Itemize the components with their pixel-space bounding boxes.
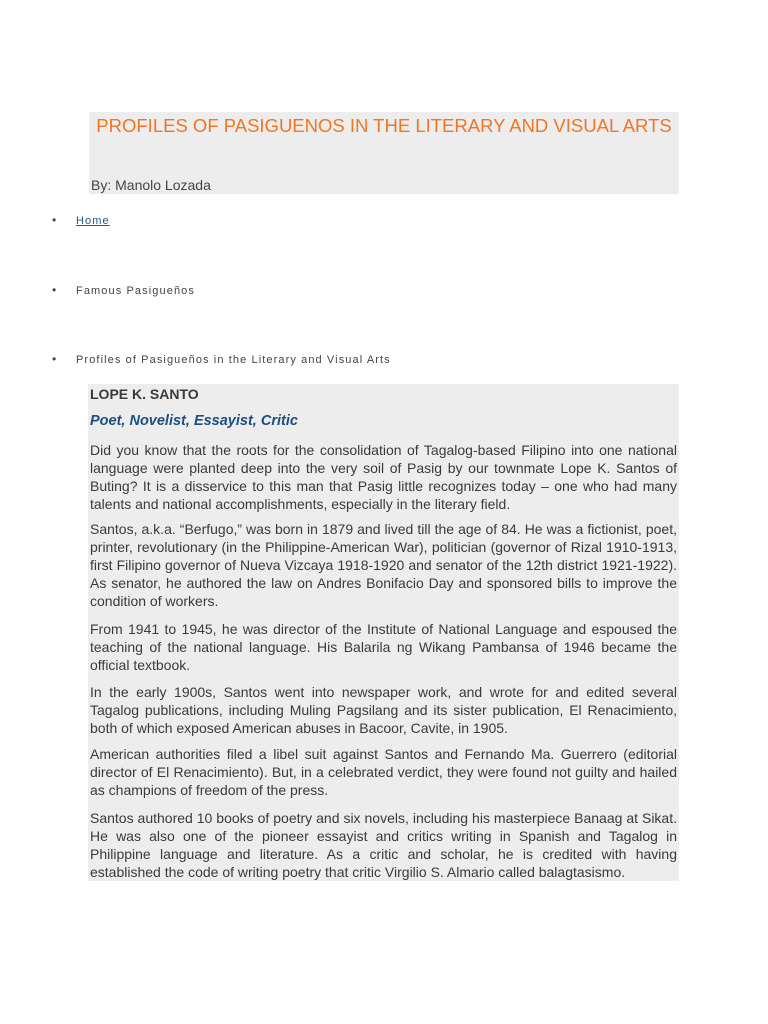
bullet: •: [52, 352, 58, 366]
profile-role: Poet, Novelist, Essayist, Critic: [90, 413, 298, 429]
article-paragraph: American authorities filed a libel suit against Santos and Fernando Ma. Guerrero (editorial director of El Renacimiento). But, in a celebrated verdict, they were found not guilty and hailed as champions of freedom of the press.: [90, 746, 677, 798]
nav-link-home[interactable]: Home: [76, 215, 110, 227]
article-paragraph: From 1941 to 1945, he was director of the Institute of National Language and espoused the teaching of the national language. His Balarila ng Wikang Pambansa of 1946 became the official textbook.: [90, 621, 677, 673]
article-paragraph: In the early 1900s, Santos went into newspaper work, and wrote for and edited several Tagalog publications, including Muling Pagsilang and its sister publication, El Renacimiento, both of which exposed American abuses in Bacoor, Cavite, in 1905.: [90, 684, 677, 736]
author-byline: By: Manolo Lozada: [91, 177, 211, 193]
nav-link-profiles[interactable]: Profiles of Pasigueños in the Literary and Visual Arts: [76, 354, 391, 366]
page-title: PROFILES OF PASIGUENOS IN THE LITERARY AND VISUAL ARTS: [96, 115, 672, 136]
article-paragraph: Santos, a.k.a. “Berfugo,” was born in 1879 and lived till the age of 84. He was a fictionist, poet, printer, revolutionary (in the Philippine-American War), politician (governor of Rizal 1910-1913, first Filipino governor of Nueva Vizcaya 1918-1920 and senator of the 12th district 1921-1922). As senator, he authored the law on Andres Bonifacio Day and sponsored bills to improve the condition of workers.: [90, 521, 677, 609]
article-paragraph: Did you know that the roots for the consolidation of Tagalog-based Filipino into one national language were planted deep into the very soil of Pasig by our townmate Lope K. Santos of Buting? It is a disservice to this man that Pasig little recognizes today – one who had many talents and national accomplishments, especially in the literary field.: [90, 442, 677, 512]
header-box: [89, 112, 679, 194]
bullet: •: [52, 283, 58, 297]
article-paragraph: Santos authored 10 books of poetry and six novels, including his masterpiece Banaag at Sikat. He was also one of the pioneer essayist and critics writing in Spanish and Tagalog in Philippine language and literature. As a critic and scholar, he is credited with having established the code of writing poetry that critic Virgilio S. Almario called balagtasismo.: [90, 810, 677, 880]
profile-name: LOPE K. SANTO: [90, 386, 199, 402]
article-box: [88, 384, 679, 881]
bullet: •: [52, 213, 58, 227]
nav-link-famous-pasiguenos[interactable]: Famous Pasigueños: [76, 285, 195, 297]
